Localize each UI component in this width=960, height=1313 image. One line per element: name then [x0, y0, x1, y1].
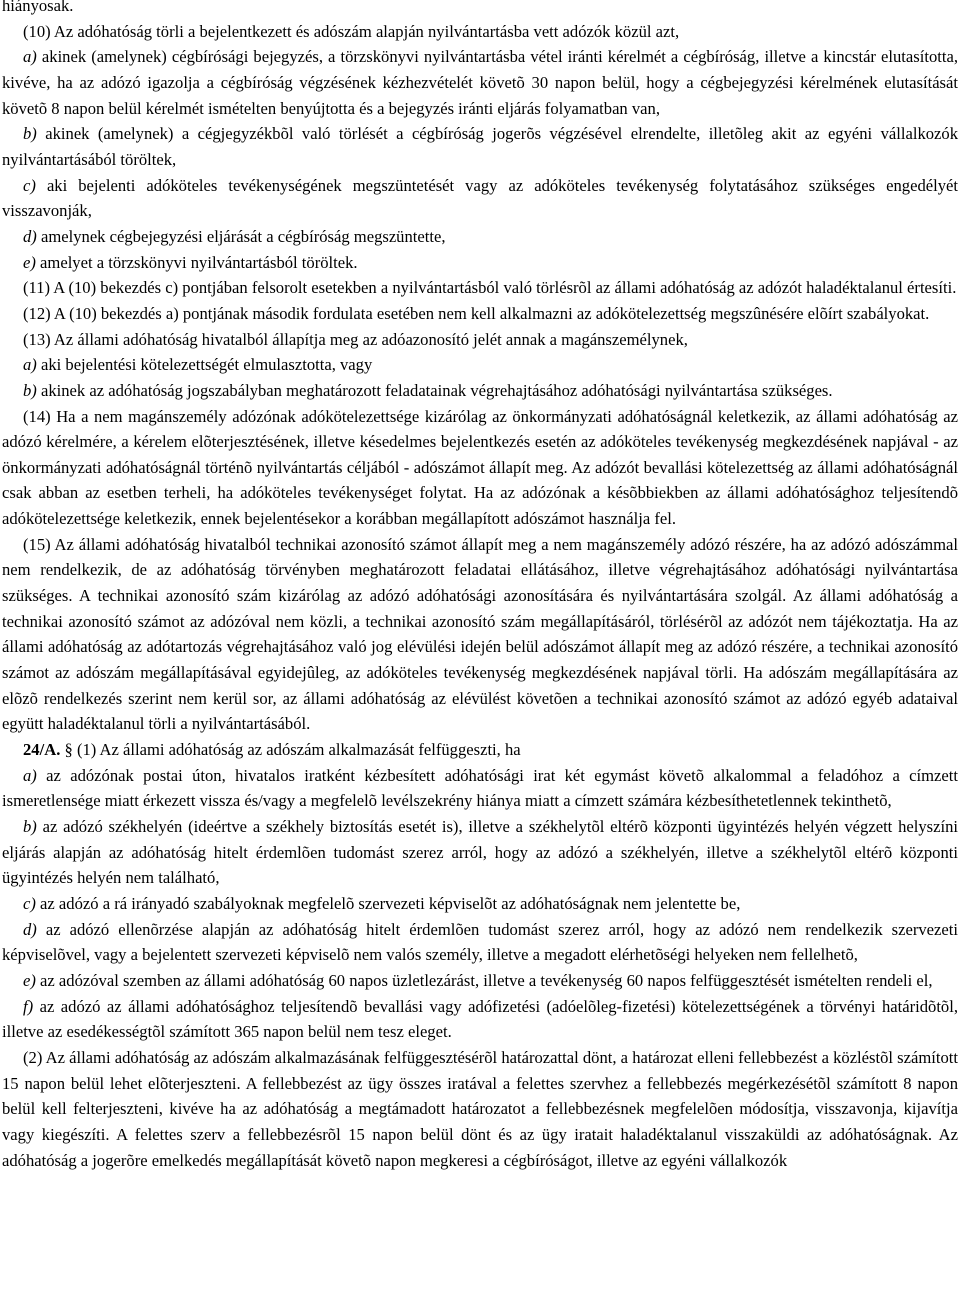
paragraph-text: (15) Az állami adóhatóság hivatalból technikai azonosító számot állapít meg a nem magánszemély adózó részére, ha az adózó adószámmal nem rendelkezik, de az adóhatóság törvényben meghatározott feladatai ellátásához, illetve végrehajtásához adóhatósági nyilvántartása szükséges. A technikai azonosító szám kizárólag az adózó adóhatósági azonosítására és nyilvántartására szolgál. Az állami adóhatóság a technikai azonosító számot az adózóval nem közli, a technikai azonosító szám megállapításáról, törlésérõl az adózót nem tájékoztatja. Ha az állami adóhatóság az adótartozás végrehajtásához való jog elévülési idején belül adószámot állapít meg az adózó részére, a technikai azonosító számot az adószám megállapításával egyidejûleg, az adóköteles tevékenység megkezdésének napjával törli. Ha adószám megállapítására az elõzõ rendelkezés szerint nem kerül sor, az állami adóhatóság az elévülést követõen a technikai azonosító számot az adózó egyéb adataival együtt haladéktalanul törli a nyilvántartásából.: [2, 534, 958, 734]
paragraph: [2, 301, 958, 327]
point-label: a): [23, 355, 37, 375]
paragraph-text: (13) Az állami adóhatóság hivatalból állapítja meg az adóazonosító jelét annak a magánszemélynek,: [23, 329, 688, 349]
paragraph-text: akinek az adóhatóság jogszabályban meghatározott feladatainak végrehajtásához adóhatósági nyilvántartása szükséges.: [36, 380, 833, 400]
paragraph-text: az adózóval szemben az állami adóhatóság 60 napos üzletlezárást, illetve a tevékenység 60 napos felfüggesztését ismételten rendeli el,: [35, 970, 933, 990]
paragraph: [2, 19, 958, 45]
point-label: c): [23, 893, 36, 913]
paragraph: [2, 44, 958, 121]
paragraph: [2, 917, 958, 968]
document-page: [2, 0, 958, 1173]
paragraph: [2, 994, 958, 1045]
paragraph: [2, 1045, 958, 1173]
point-label: e): [23, 252, 36, 272]
paragraph-text: amelyet a törzskönyvi nyilvántartásból töröltek.: [35, 252, 358, 272]
paragraph-text: az adózó székhelyén (ideértve a székhely biztosítás esetét is), illetve a székhelytõl eltérõ központi ügyintézés helyén végzett helyszíni eljárás alapján az adóhatóság hitelt érdemlõen tudomást szerez arról, hogy az adózó a székhelyén, illetve a székhelytõl eltérõ központi ügyintézés helyén nem található,: [2, 817, 958, 888]
section-number: 24/A.: [23, 740, 61, 760]
paragraph-text: § (1) Az állami adóhatóság az adószám alkalmazását felfüggeszti, ha: [60, 740, 521, 760]
paragraph: [2, 968, 958, 994]
paragraph: [2, 0, 958, 19]
paragraph: [2, 763, 958, 814]
paragraph: [2, 173, 958, 224]
paragraph: [2, 378, 958, 404]
paragraph: [2, 250, 958, 276]
paragraph: [2, 814, 958, 891]
paragraph-text: hiányosak.: [2, 0, 74, 15]
point-label: a): [23, 47, 37, 67]
paragraph: [2, 891, 958, 917]
paragraph-text: (11) A (10) bekezdés c) pontjában felsorolt esetekben a nyilvántartásból való törlésrõl az állami adóhatóság az adózót haladéktalanul értesíti.: [23, 278, 957, 298]
paragraph-text: akinek (amelynek) a cégjegyzékbõl való törlését a cégbíróság jogerõs végzésével elrendelte, illetõleg akit az egyéni vállalkozók nyilvántartásából töröltek,: [2, 124, 958, 169]
paragraph-text: az adózónak postai úton, hivatalos iratként kézbesített adóhatósági irat két egymást követõ alkalommal a feladóhoz a címzett ismeretlensége miatt érkezett vissza és/vagy a megfelelõ levélszekrény hiánya miatt a címzett számára kézbesíthetetlennek tekinthetõ,: [2, 765, 958, 811]
paragraph-text: (10) Az adóhatóság törli a bejelentkezett és adószám alapján nyilvántartásba vett adózók közül azt,: [23, 21, 680, 41]
point-label: d): [23, 919, 37, 939]
paragraph-text: akinek (amelynek) cégbírósági bejegyzés, a törzskönyvi nyilvántartásba vétel iránti kérelmét a cégbíróság, illetve a kincstár elutasította, kivéve, ha az adózó igazolja a cégbíróság végzésének kézhezvételét követõ 30 napon belül, hogy a cégbejegyzési kérelmének elutasítását követõ 8 napon belül kérelmét ismételten benyújtotta és a bejegyzés iránti eljárás folyamatban van,: [2, 47, 958, 118]
paragraph-text: amelynek cégbejegyzési eljárását a cégbíróság megszüntette,: [36, 226, 446, 246]
point-label: f): [23, 996, 34, 1016]
point-label: d): [23, 226, 37, 246]
point-label: b): [23, 817, 37, 836]
paragraph-text: aki bejelenti adóköteles tevékenységének megszüntetését vagy az adóköteles tevékenység folytatásához szükséges engedélyét visszavonják,: [2, 175, 958, 221]
point-label: e): [23, 970, 36, 990]
paragraph: [2, 404, 958, 532]
paragraph: [2, 121, 958, 172]
paragraph-text: (12) A (10) bekezdés a) pontjának második fordulata esetében nem kell alkalmazni az adókötelezettség megszûnésére elõírt szabályokat.: [23, 303, 930, 323]
paragraph-text: (2) Az állami adóhatóság az adószám alkalmazásának felfüggesztésérõl határozattal dönt, a határozat elleni fellebbezést a közléstõl számított 15 napon belül lehet elõterjeszteni. A fellebbezést az ügy összes iratával a felettes szervhez a fellebbezés megérkezésétõl számított 8 napon belül kell felterjeszteni, kivéve ha az adóhatóság a megtámadott határozatot a fellebbezésnek megfelelõen módosítja, visszavonja, kijavítja vagy kiegészíti. A felettes szerv a fellebbezésrõl 15 napon belül dönt és az ügy iratait haladéktalanul visszaküldi az adóhatóságnak. Az adóhatóság a jogerõre emelkedés megállapítását követõ napon megkeresi a cégbíróságot, illetve az egyéni vállalkozók: [2, 1047, 958, 1170]
paragraph: [2, 352, 958, 378]
paragraph: [2, 737, 958, 763]
paragraph: [2, 275, 958, 301]
paragraph-text: az adózó ellenõrzése alapján az adóhatóság hitelt érdemlõen tudomást szerez arról, hogy az adózó nem rendelkezik szervezeti képviselõvel, vagy a bejelentett szervezeti képviselõ nem valós személy, illetve a megadott elérhetõségi helyeken nem fellelhetõ,: [2, 919, 958, 965]
paragraph: [2, 532, 958, 737]
point-label: b): [23, 124, 37, 144]
paragraph: [2, 224, 958, 250]
paragraph: [2, 327, 958, 353]
paragraph-text: az adózó a rá irányadó szabályoknak megfelelõ szervezeti képviselõt az adóhatóságnak nem jelentette be,: [35, 893, 741, 913]
paragraph-text: az adózó az állami adóhatósághoz teljesítendõ bevallási vagy adófizetési (adóelõleg-fizetési) kötelezettségének a törvényi határidõtõl, illetve az esedékességtõl számított 365 napon belül nem tesz eleget.: [2, 996, 958, 1042]
point-label: a): [23, 765, 37, 785]
point-label: c): [23, 175, 36, 195]
paragraph-text: (14) Ha a nem magánszemély adózónak adókötelezettsége kizárólag az önkormányzati adóhatóságnál keletkezik, az állami adóhatóság az adózó kérelmére, a kérelem elõterjesztésének, illetve késedelmes bejelentkezés esetén az adóköteles tevékenység megkezdésének napjával - az önkormányzati adóhatóságnál történõ nyilvántartás céljából - adószámot állapít meg. Az adózót bevallási kötelezettség az állami adóhatóságnál csak abban az esetben terheli, ha adóköteles tevékenységet folytat. Ha az adózónak a késõbbiekben az állami adóhatósághoz teljesítendõ adókötelezettsége keletkezik, ennek bejelentésekor a korábban megállapított adószámot használja fel.: [2, 406, 958, 529]
paragraph-text: aki bejelentési kötelezettségét elmulasztotta, vagy: [36, 355, 373, 375]
point-label: b): [23, 380, 37, 400]
